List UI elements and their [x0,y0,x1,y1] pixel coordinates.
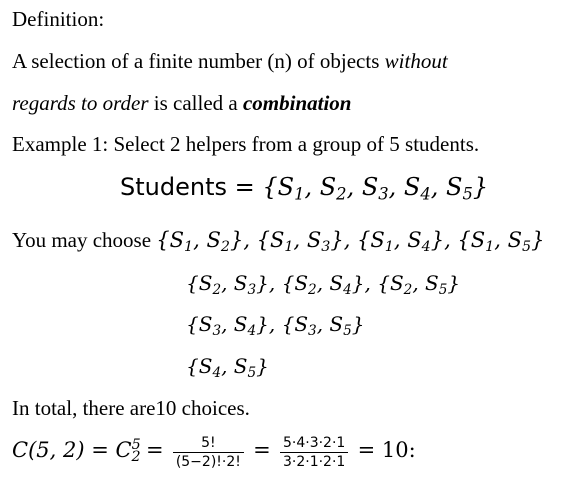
choices-pairs-row-1: {$S_1$, $S_2$}, {$S_1$, $S_3$}, {$S_1$, $S_4$}, {$S_1$, $S_5$} [156,228,545,255]
choices-row-2: {$S_2$, $S_3$}, {$S_2$, $S_4$}, {$S_2$, $S_5$} [186,271,461,298]
students-word: Students [120,173,227,201]
definition-heading: Definition: [12,7,105,31]
definition-line-1: A selection of a finite number (n) of objects without [12,49,448,73]
example-line: Example 1: Select 2 helpers from a group of 5 students. [12,132,480,156]
choices-row-3: {$S_3$, $S_4$}, {$S_3$, $S_5$} [186,312,365,339]
fraction-expanded: $\frac{5\cdot 4\cdot 3\cdot 2\cdot 1}{3\cdot 2\cdot 1\cdot 2\cdot 1}$ [280,434,348,471]
term-combination: combination [242,91,352,115]
total-line: In total, there are10 choices. [12,396,250,420]
students-set-equation: Students = {$S_1$, $S_2$, $S_3$, $S_4$, $S_5$} [120,173,489,204]
emphasis-without: without [384,49,448,73]
students-set: {$S_1$, $S_2$, $S_3$, $S_4$, $S_5$} [262,173,489,204]
emphasis-regards-to-order: regards to order [12,91,149,115]
formula-result: = 10: [357,438,416,462]
fraction-factorial: $\frac{5!}{(5-2)!\cdot 2!}$ [173,434,244,471]
formula-lhs: C(5, 2) = C [12,438,132,462]
definition-line-2: regards to order is called a combination [12,91,352,115]
choices-row-1 [12,227,544,253]
combination-formula: C(5, $2) = C_2^5$ = $\frac{5!}{(5-2)!\cdot 2!}$ = $\frac{5\cdot 4\cdot 3\cdot 2\cdot 1}{3\cdot 2\cdot 1\cdot 2\cdot 1}$ = 10: [12,434,416,470]
choices-intro: You may choose [12,228,157,252]
choices-row-4: {$S_4$, $S_5$} [186,354,269,381]
